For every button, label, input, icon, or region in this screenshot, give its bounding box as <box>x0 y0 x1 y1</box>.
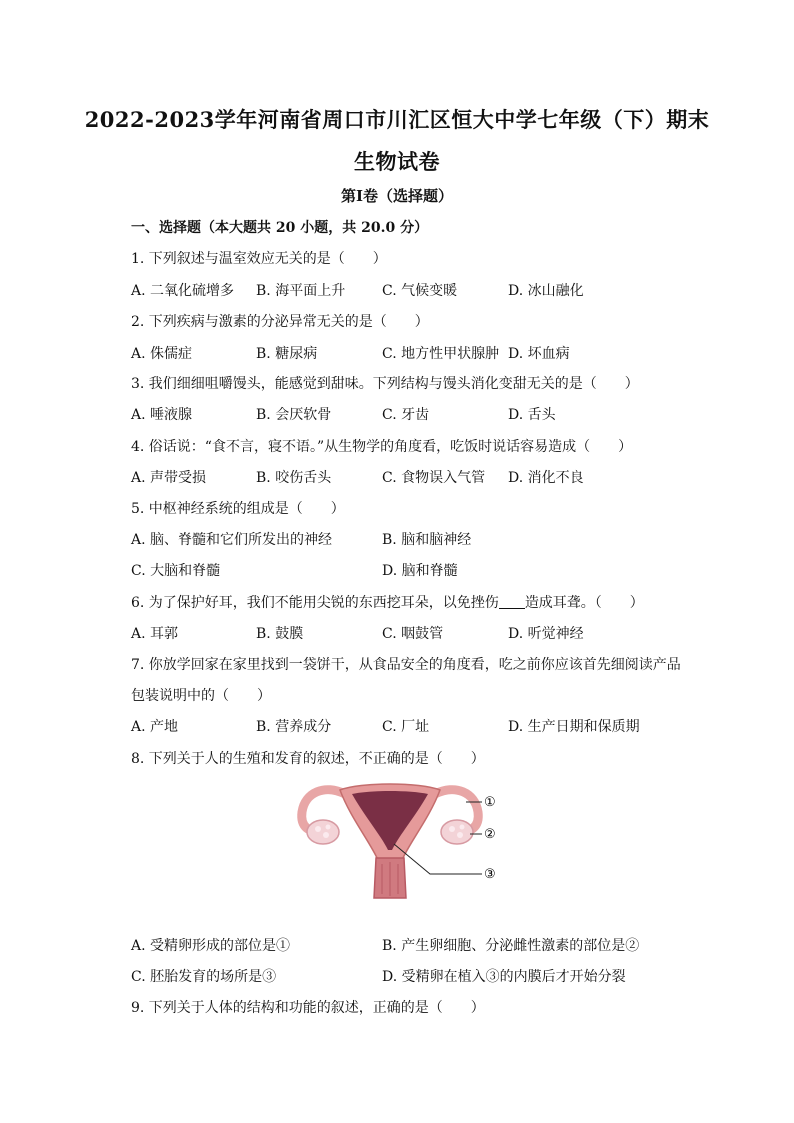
figure-label-1: ① <box>484 795 496 810</box>
q1-option-b: B. 海平面上升 <box>256 283 346 299</box>
q3-option-a: A. 唾液腺 <box>131 407 193 423</box>
q4-option-a: A. 声带受损 <box>131 470 207 486</box>
q2-option-a: A. 侏儒症 <box>131 346 193 362</box>
question-2-stem: 2. 下列疾病与激素的分泌异常无关的是（ ） <box>131 314 429 330</box>
volume-heading: 第I卷（选择题） <box>340 187 454 205</box>
q7-option-d: D. 生产日期和保质期 <box>508 719 640 735</box>
q8-option-d: D. 受精卵在植入③的内膜后才开始分裂 <box>382 969 626 985</box>
question-7-stem: 7. 你放学回家在家里找到一袋饼干，从食品安全的角度看，吃之前你应该首先细阅读产品 <box>131 657 681 673</box>
q2-option-b: B. 糖尿病 <box>256 346 318 362</box>
q6-stem-part2: 造成耳聋。（ ） <box>524 595 644 611</box>
uterus-diagram <box>290 772 510 902</box>
q8-option-a: A. 受精卵形成的部位是① <box>131 938 291 954</box>
question-9-stem: 9. 下列关于人体的结构和功能的叙述，正确的是（ ） <box>131 1000 485 1016</box>
q1-option-d: D. 冰山融化 <box>508 283 584 299</box>
right-ovary <box>441 820 473 844</box>
q4-option-b: B. 咬伤舌头 <box>256 470 332 486</box>
question-1-stem: 1. 下列叙述与温室效应无关的是（ ） <box>131 251 387 267</box>
q2-option-c: C. 地方性甲状腺肿 <box>382 346 500 362</box>
question-5-stem: 5. 中枢神经系统的组成是（ ） <box>131 501 345 517</box>
q1-option-c: C. 气候变暖 <box>382 283 458 299</box>
question-4-stem: 4. 俗话说：“食不言，寝不语。”从生物学的角度看，吃饭时说话容易造成（ ） <box>131 439 633 455</box>
exam-title-line1: 2022-2023学年河南省周口市川汇区恒大中学七年级（下）期末 <box>84 107 710 132</box>
q6-option-d: D. 听觉神经 <box>508 626 584 642</box>
question-8-stem: 8. 下列关于人的生殖和发育的叙述，不正确的是（ ） <box>131 751 485 767</box>
q5-option-a: A. 脑、脊髓和它们所发出的神经 <box>131 532 333 548</box>
q4-option-c: C. 食物误入气管 <box>382 470 486 486</box>
figure-label-2: ② <box>484 827 496 842</box>
question-3-stem: 3. 我们细细咀嚼馒头，能感觉到甜味。下列结构与馒头消化变甜无关的是（ ） <box>131 376 639 392</box>
q6-option-a: A. 耳郭 <box>131 626 179 642</box>
left-ovary <box>307 820 339 844</box>
q3-option-b: B. 会厌软骨 <box>256 407 332 423</box>
q4-option-d: D. 消化不良 <box>508 470 584 486</box>
q5-option-c: C. 大脑和脊髓 <box>131 563 221 579</box>
q3-option-c: C. 牙齿 <box>382 407 430 423</box>
q6-stem-part1: 6. 为了保护好耳，我们不能用尖锐的东西挖耳朵，以免挫伤 <box>131 595 499 611</box>
q8-option-b: B. 产生卵细胞、分泌雌性激素的部位是② <box>382 938 640 954</box>
q7-option-a: A. 产地 <box>131 719 179 735</box>
figure-label-3: ③ <box>484 867 496 882</box>
q5-option-b: B. 脑和脑神经 <box>382 532 472 548</box>
q6-option-b: B. 鼓膜 <box>256 626 304 642</box>
exam-title-line2: 生物试卷 <box>354 149 440 174</box>
question-7-stem-cont: 包装说明中的（ ） <box>131 688 271 704</box>
q1-option-a: A. 二氧化硫增多 <box>131 283 235 299</box>
q7-option-c: C. 厂址 <box>382 719 430 735</box>
q2-option-d: D. 坏血病 <box>508 346 570 362</box>
section-heading: 一、选择题（本大题共 20 小题，共 20.0 分） <box>131 220 429 236</box>
q6-blank <box>499 594 525 609</box>
q3-option-d: D. 舌头 <box>508 407 556 423</box>
q6-option-c: C. 咽鼓管 <box>382 626 444 642</box>
q5-option-d: D. 脑和脊髓 <box>382 563 458 579</box>
question-6-stem <box>131 592 644 612</box>
q7-option-b: B. 营养成分 <box>256 719 332 735</box>
q8-option-c: C. 胚胎发育的场所是③ <box>131 969 277 985</box>
